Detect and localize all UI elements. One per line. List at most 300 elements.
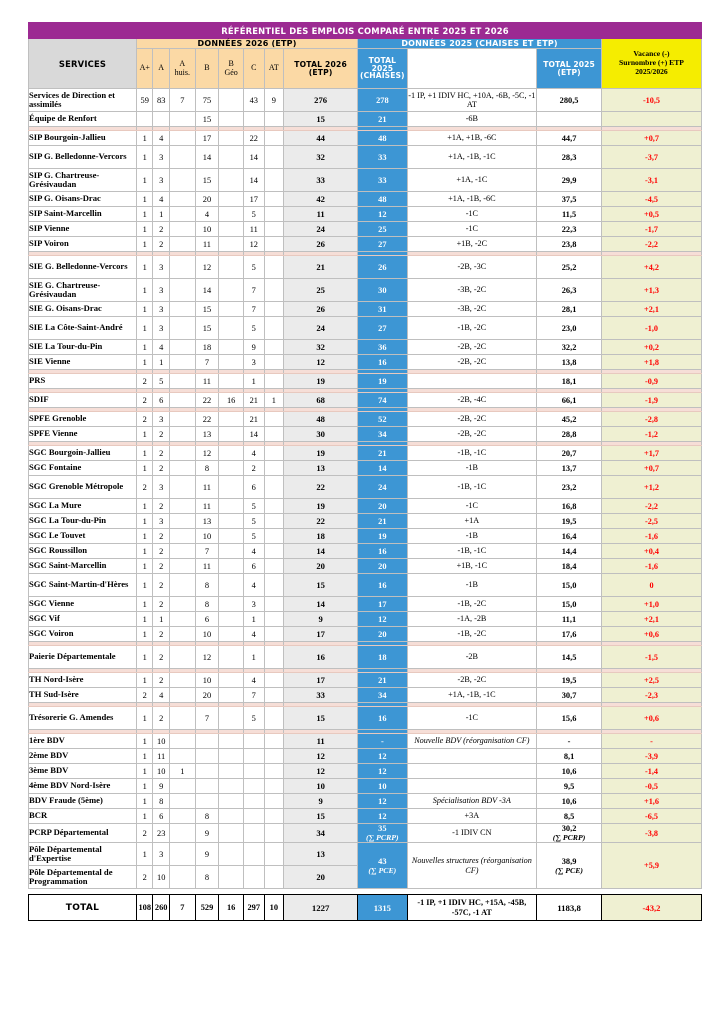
title-row xyxy=(29,23,702,39)
table-row xyxy=(29,461,702,476)
row-total-2025-etp xyxy=(537,646,602,669)
col-b-geo xyxy=(219,49,244,89)
row-aplus: 1 xyxy=(137,427,153,442)
row-ahuis xyxy=(169,207,195,222)
row-observation: +1A xyxy=(407,514,537,529)
row-bgeo xyxy=(219,794,244,809)
total-total2026: 1227 xyxy=(284,895,358,921)
row-total-2025-value: 26 xyxy=(378,262,387,272)
header-group-2026: DONNÉES 2026 (ETP) xyxy=(137,39,358,49)
row-b: 15 xyxy=(195,302,219,317)
vacance-line-2: Surnombre (+) ETP xyxy=(619,58,684,68)
table-row xyxy=(29,446,702,461)
row-total-2025-etp xyxy=(537,476,602,499)
row-observation: +1A, -1C xyxy=(407,169,537,192)
row-vacance: - xyxy=(601,734,701,749)
row-ahuis xyxy=(169,514,195,529)
row-at xyxy=(264,237,284,252)
col-observation xyxy=(407,49,537,89)
row-service-name: TH Sud-Isère xyxy=(29,688,137,703)
row-at xyxy=(264,355,284,370)
row-service-name: BCR xyxy=(29,809,137,824)
row-etp-value: 13,7 xyxy=(561,463,577,473)
row-etp-value: 15,0 xyxy=(561,599,577,609)
row-observation: -2B, -4C xyxy=(407,393,537,408)
row-observation: -2B, -2C xyxy=(407,673,537,688)
row-etp-value: 19,5 xyxy=(561,675,577,685)
row-aplus xyxy=(137,112,153,127)
row-at xyxy=(264,256,284,279)
row-total-2025-chaises xyxy=(358,627,407,642)
row-c: 5 xyxy=(243,207,264,222)
row-b: 20 xyxy=(195,688,219,703)
row-ahuis xyxy=(169,222,195,237)
row-b: 10 xyxy=(195,627,219,642)
table-row xyxy=(29,131,702,146)
row-a: 3 xyxy=(153,146,169,169)
row-at xyxy=(264,627,284,642)
row-bgeo xyxy=(219,809,244,824)
row-at xyxy=(264,192,284,207)
row-total-2025-chaises xyxy=(358,734,407,749)
row-a: 1 xyxy=(153,612,169,627)
row-service-name: PRS xyxy=(29,374,137,389)
row-vacance: +0,5 xyxy=(601,207,701,222)
total-row xyxy=(29,895,702,921)
row-etp-value: 23,8 xyxy=(561,239,577,249)
row-total-2025-etp xyxy=(537,112,602,127)
row-observation: -1A, -2B xyxy=(407,612,537,627)
row-a: 3 xyxy=(153,256,169,279)
row-at xyxy=(264,843,284,866)
row-etp-value: 28,1 xyxy=(561,304,577,314)
row-service-name: PCRP Départemental xyxy=(29,824,137,843)
row-at xyxy=(264,707,284,730)
row-total-2025-chaises xyxy=(358,237,407,252)
row-service-name: 2ème BDV xyxy=(29,749,137,764)
row-etp-value: 30,7 xyxy=(561,690,577,700)
row-a: 4 xyxy=(153,688,169,703)
row-c: 9 xyxy=(243,340,264,355)
row-etp-value: 25,2 xyxy=(561,262,577,272)
row-etp-value: 29,9 xyxy=(561,175,577,185)
row-a: 2 xyxy=(153,427,169,442)
row-total-2026: 16 xyxy=(284,646,358,669)
row-vacance: 0 xyxy=(601,574,701,597)
row-service-name: SIP Vienne xyxy=(29,222,137,237)
table-row xyxy=(29,222,702,237)
row-aplus: 1 xyxy=(137,169,153,192)
row-service-name: SGC Saint-Marcellin xyxy=(29,559,137,574)
row-observation: Nouvelle BDV (réorganisation CF) xyxy=(407,734,537,749)
row-b: 8 xyxy=(195,574,219,597)
row-a: 3 xyxy=(153,302,169,317)
row-c: 4 xyxy=(243,544,264,559)
row-bgeo xyxy=(219,146,244,169)
row-total-2025-chaises xyxy=(358,340,407,355)
row-total-2025-chaises xyxy=(358,89,407,112)
row-etp-sum: (∑ PCE) xyxy=(555,865,583,875)
row-a: 3 xyxy=(153,843,169,866)
row-etp-value: 45,2 xyxy=(561,414,577,424)
row-at xyxy=(264,794,284,809)
row-c: 4 xyxy=(243,574,264,597)
row-etp-value: 26,3 xyxy=(561,285,577,295)
row-aplus: 1 xyxy=(137,461,153,476)
row-b: 15 xyxy=(195,169,219,192)
row-at xyxy=(264,222,284,237)
row-bgeo xyxy=(219,461,244,476)
row-bgeo xyxy=(219,559,244,574)
row-c: 22 xyxy=(243,131,264,146)
row-aplus: 1 xyxy=(137,544,153,559)
row-total-2025-etp xyxy=(537,169,602,192)
row-observation: -1B, -1C xyxy=(407,446,537,461)
row-total-2025-value: 21 xyxy=(378,675,387,685)
row-b: 7 xyxy=(195,707,219,730)
row-ahuis xyxy=(169,169,195,192)
header-services: SERVICES xyxy=(29,39,137,89)
row-vacance: +5,9 xyxy=(601,843,701,889)
row-total-2026: 42 xyxy=(284,192,358,207)
row-observation: -3B, -2C xyxy=(407,302,537,317)
row-total-2025-etp xyxy=(537,427,602,442)
table-row xyxy=(29,302,702,317)
row-vacance: +0,7 xyxy=(601,131,701,146)
row-c xyxy=(243,112,264,127)
row-c xyxy=(243,779,264,794)
row-ahuis xyxy=(169,131,195,146)
col-observation-l1: Observation xyxy=(452,58,492,68)
row-b: 10 xyxy=(195,222,219,237)
row-vacance: -3,1 xyxy=(601,169,701,192)
row-at xyxy=(264,279,284,302)
row-total-2026: 24 xyxy=(284,317,358,340)
row-aplus: 2 xyxy=(137,374,153,389)
row-service-name: SIP Voiron xyxy=(29,237,137,252)
row-b: 10 xyxy=(195,529,219,544)
row-ahuis xyxy=(169,192,195,207)
row-total-2025-etp xyxy=(537,302,602,317)
total-aplus: 108 xyxy=(137,895,153,921)
total-c: 297 xyxy=(243,895,264,921)
row-at xyxy=(264,412,284,427)
row-at xyxy=(264,646,284,669)
row-a: 2 xyxy=(153,461,169,476)
row-bgeo xyxy=(219,749,244,764)
row-ahuis xyxy=(169,612,195,627)
col-total-2026-l1: TOTAL 2026 xyxy=(294,59,347,69)
row-total-2026: 17 xyxy=(284,673,358,688)
row-aplus: 1 xyxy=(137,529,153,544)
row-bgeo xyxy=(219,192,244,207)
row-a: 11 xyxy=(153,749,169,764)
row-service-name: SIP Bourgoin-Jallieu xyxy=(29,131,137,146)
row-bgeo xyxy=(219,222,244,237)
row-vacance: -6,5 xyxy=(601,809,701,824)
row-total-2025-etp xyxy=(537,146,602,169)
row-total-2026: 22 xyxy=(284,476,358,499)
row-c: 5 xyxy=(243,317,264,340)
row-etp-value: 22,3 xyxy=(561,224,577,234)
table-row xyxy=(29,192,702,207)
row-etp-value: 18,1 xyxy=(561,376,577,386)
row-at xyxy=(264,112,284,127)
row-bgeo xyxy=(219,256,244,279)
row-ahuis xyxy=(169,824,195,843)
row-aplus: 1 xyxy=(137,843,153,866)
row-total-2025-chaises xyxy=(358,446,407,461)
row-bgeo xyxy=(219,476,244,499)
table-row xyxy=(29,673,702,688)
row-b: 7 xyxy=(195,544,219,559)
row-total-2026: 9 xyxy=(284,794,358,809)
row-vacance: -1,7 xyxy=(601,222,701,237)
row-b: 13 xyxy=(195,514,219,529)
total-label: TOTAL xyxy=(29,895,137,921)
row-c: 21 xyxy=(243,393,264,408)
row-c xyxy=(243,824,264,843)
table-body xyxy=(29,89,702,889)
row-etp-value: 19,5 xyxy=(561,516,577,526)
row-aplus: 1 xyxy=(137,514,153,529)
row-total-2025-value: 16 xyxy=(378,546,387,556)
row-b: 11 xyxy=(195,476,219,499)
row-total-2025-chaises xyxy=(358,749,407,764)
row-b xyxy=(195,764,219,779)
referentiel-table xyxy=(28,22,702,921)
row-total-2026: 11 xyxy=(284,207,358,222)
row-total-2025-chaises xyxy=(358,574,407,597)
row-service-name: SGC Fontaine xyxy=(29,461,137,476)
row-c: 6 xyxy=(243,476,264,499)
row-total-2025-chaises xyxy=(358,794,407,809)
row-bgeo xyxy=(219,688,244,703)
row-total-2025-value: 52 xyxy=(378,414,387,424)
row-total-2025-etp xyxy=(537,279,602,302)
table-row xyxy=(29,646,702,669)
row-a: 2 xyxy=(153,707,169,730)
row-observation: -1B xyxy=(407,529,537,544)
row-service-name: SGC Grenoble Métropole xyxy=(29,476,137,499)
row-service-name: Services de Direction et assimilés xyxy=(29,89,137,112)
row-c: 5 xyxy=(243,707,264,730)
row-total-2025-etp xyxy=(537,559,602,574)
row-total-2025-chaises xyxy=(358,317,407,340)
row-c: 5 xyxy=(243,256,264,279)
row-total-2025-chaises xyxy=(358,112,407,127)
row-c: 1 xyxy=(243,646,264,669)
row-vacance: -0,9 xyxy=(601,374,701,389)
row-ahuis: 7 xyxy=(169,89,195,112)
row-observation: -1B, -1C xyxy=(407,544,537,559)
row-b xyxy=(195,749,219,764)
row-total-2025-chaises xyxy=(358,207,407,222)
row-etp-value: 20,7 xyxy=(561,448,577,458)
row-at xyxy=(264,809,284,824)
row-bgeo xyxy=(219,597,244,612)
row-b: 15 xyxy=(195,317,219,340)
row-total-2025-value: 14 xyxy=(378,463,387,473)
row-observation xyxy=(407,374,537,389)
row-total-2026: 15 xyxy=(284,574,358,597)
row-service-name: 4ème BDV Nord-Isère xyxy=(29,779,137,794)
row-at xyxy=(264,779,284,794)
header-group-2025: DONNÉES 2025 (CHAISES ET ETP) xyxy=(358,39,602,49)
row-total-2025-value: 24 xyxy=(378,482,387,492)
row-a: 10 xyxy=(153,734,169,749)
table-row xyxy=(29,597,702,612)
row-service-name: BDV Fraude (5ème) xyxy=(29,794,137,809)
row-a: 2 xyxy=(153,646,169,669)
table-row xyxy=(29,374,702,389)
row-service-name: SIE G. Chartreuse-Grésivaudan xyxy=(29,279,137,302)
row-service-name: SGC Voiron xyxy=(29,627,137,642)
row-total-2026: 12 xyxy=(284,764,358,779)
row-etp-value: 8,1 xyxy=(563,751,575,761)
table-row xyxy=(29,779,702,794)
row-service-name: SIP G. Belledonne-Vercors xyxy=(29,146,137,169)
row-service-name: SGC La Mure xyxy=(29,499,137,514)
col-at: AT xyxy=(264,49,284,89)
row-total-2025-value: 74 xyxy=(378,395,387,405)
row-total-2026: 14 xyxy=(284,597,358,612)
row-total-2025-chaises xyxy=(358,612,407,627)
row-b: 6 xyxy=(195,612,219,627)
table-row xyxy=(29,574,702,597)
row-total-2025-etp xyxy=(537,529,602,544)
row-c: 7 xyxy=(243,302,264,317)
row-etp-value: 44,7 xyxy=(561,133,577,143)
row-total-2025-chaises xyxy=(358,843,407,889)
row-aplus: 59 xyxy=(137,89,153,112)
row-aplus: 1 xyxy=(137,764,153,779)
row-observation: -2B, -2C xyxy=(407,355,537,370)
row-total-2025-etp xyxy=(537,374,602,389)
table-row xyxy=(29,499,702,514)
row-ahuis xyxy=(169,627,195,642)
row-total-2026: 11 xyxy=(284,734,358,749)
row-total-2025-value: 21 xyxy=(378,516,387,526)
row-etp-value: 9,5 xyxy=(563,781,575,791)
row-a: 3 xyxy=(153,476,169,499)
row-aplus: 1 xyxy=(137,673,153,688)
row-vacance: +2,1 xyxy=(601,302,701,317)
row-bgeo: 16 xyxy=(219,393,244,408)
row-ahuis xyxy=(169,146,195,169)
row-etp-value: 16,4 xyxy=(561,531,577,541)
row-c: 14 xyxy=(243,146,264,169)
row-observation: +1A, -1B, -1C xyxy=(407,146,537,169)
col-b-geo-l1: B xyxy=(228,59,234,69)
row-vacance: +1,8 xyxy=(601,355,701,370)
row-vacance: -10,5 xyxy=(601,89,701,112)
row-b xyxy=(195,794,219,809)
table-row xyxy=(29,355,702,370)
table-row xyxy=(29,427,702,442)
table-row xyxy=(29,476,702,499)
row-a: 5 xyxy=(153,374,169,389)
row-at xyxy=(264,131,284,146)
row-total-2025-value: 12 xyxy=(378,614,387,624)
row-bgeo xyxy=(219,446,244,461)
row-vacance: +1,2 xyxy=(601,476,701,499)
row-a: 9 xyxy=(153,779,169,794)
row-total-2025-etp xyxy=(537,824,602,843)
row-bgeo xyxy=(219,529,244,544)
row-aplus: 1 xyxy=(137,146,153,169)
row-ahuis xyxy=(169,279,195,302)
row-observation: +1A, -1B, -1C xyxy=(407,688,537,703)
row-bgeo xyxy=(219,673,244,688)
row-vacance: -1,0 xyxy=(601,317,701,340)
row-ahuis xyxy=(169,340,195,355)
row-a: 2 xyxy=(153,499,169,514)
row-service-name: SIE G. Belledonne-Vercors xyxy=(29,256,137,279)
row-vacance: -3,7 xyxy=(601,146,701,169)
row-service-name: SIP Saint-Marcellin xyxy=(29,207,137,222)
row-total-2025-etp xyxy=(537,843,602,889)
row-total-2026: 33 xyxy=(284,688,358,703)
row-service-name: SPFE Vienne xyxy=(29,427,137,442)
row-ahuis xyxy=(169,446,195,461)
row-total-2025-etp xyxy=(537,779,602,794)
row-total-2025-etp xyxy=(537,237,602,252)
row-aplus: 1 xyxy=(137,597,153,612)
row-total-2025-value: 33 xyxy=(378,175,387,185)
row-aplus: 1 xyxy=(137,794,153,809)
table-row xyxy=(29,237,702,252)
row-total-2025-sum: (∑ PCRP) xyxy=(366,833,399,842)
row-etp-value: 28,3 xyxy=(561,152,577,162)
row-service-name: SDIF xyxy=(29,393,137,408)
row-total-2025-value: 43 xyxy=(378,856,387,866)
row-aplus: 1 xyxy=(137,222,153,237)
row-a: 1 xyxy=(153,355,169,370)
row-total-2025-value: 27 xyxy=(378,323,387,333)
row-total-2025-value: 34 xyxy=(378,690,387,700)
row-vacance: -2,8 xyxy=(601,412,701,427)
row-etp-value: 8,5 xyxy=(563,811,575,821)
row-at xyxy=(264,317,284,340)
col-a: A xyxy=(153,49,169,89)
row-ahuis xyxy=(169,302,195,317)
row-total-2025-chaises xyxy=(358,192,407,207)
vacance-line-3: 2025/2026 xyxy=(635,66,668,76)
row-at xyxy=(264,597,284,612)
col-observation-l2: TAG ERFIP 2026 xyxy=(443,67,501,77)
row-total-2025-chaises xyxy=(358,514,407,529)
row-bgeo xyxy=(219,824,244,843)
row-c: 43 xyxy=(243,89,264,112)
row-total-2025-sum: (∑ PCE) xyxy=(368,865,397,875)
table-row xyxy=(29,764,702,779)
table-row xyxy=(29,256,702,279)
row-etp-value: 17,6 xyxy=(561,629,577,639)
row-bgeo xyxy=(219,612,244,627)
row-total-2025-value: 48 xyxy=(378,133,387,143)
row-total-2025-etp xyxy=(537,317,602,340)
total-etp2025: 1183,8 xyxy=(537,895,602,921)
row-total-2026: 32 xyxy=(284,146,358,169)
row-total-2026: 10 xyxy=(284,779,358,794)
row-etp-value: 14,4 xyxy=(561,546,577,556)
row-at xyxy=(264,207,284,222)
row-observation xyxy=(407,764,537,779)
row-at: 9 xyxy=(264,89,284,112)
row-total-2026: 44 xyxy=(284,131,358,146)
row-c: 4 xyxy=(243,627,264,642)
